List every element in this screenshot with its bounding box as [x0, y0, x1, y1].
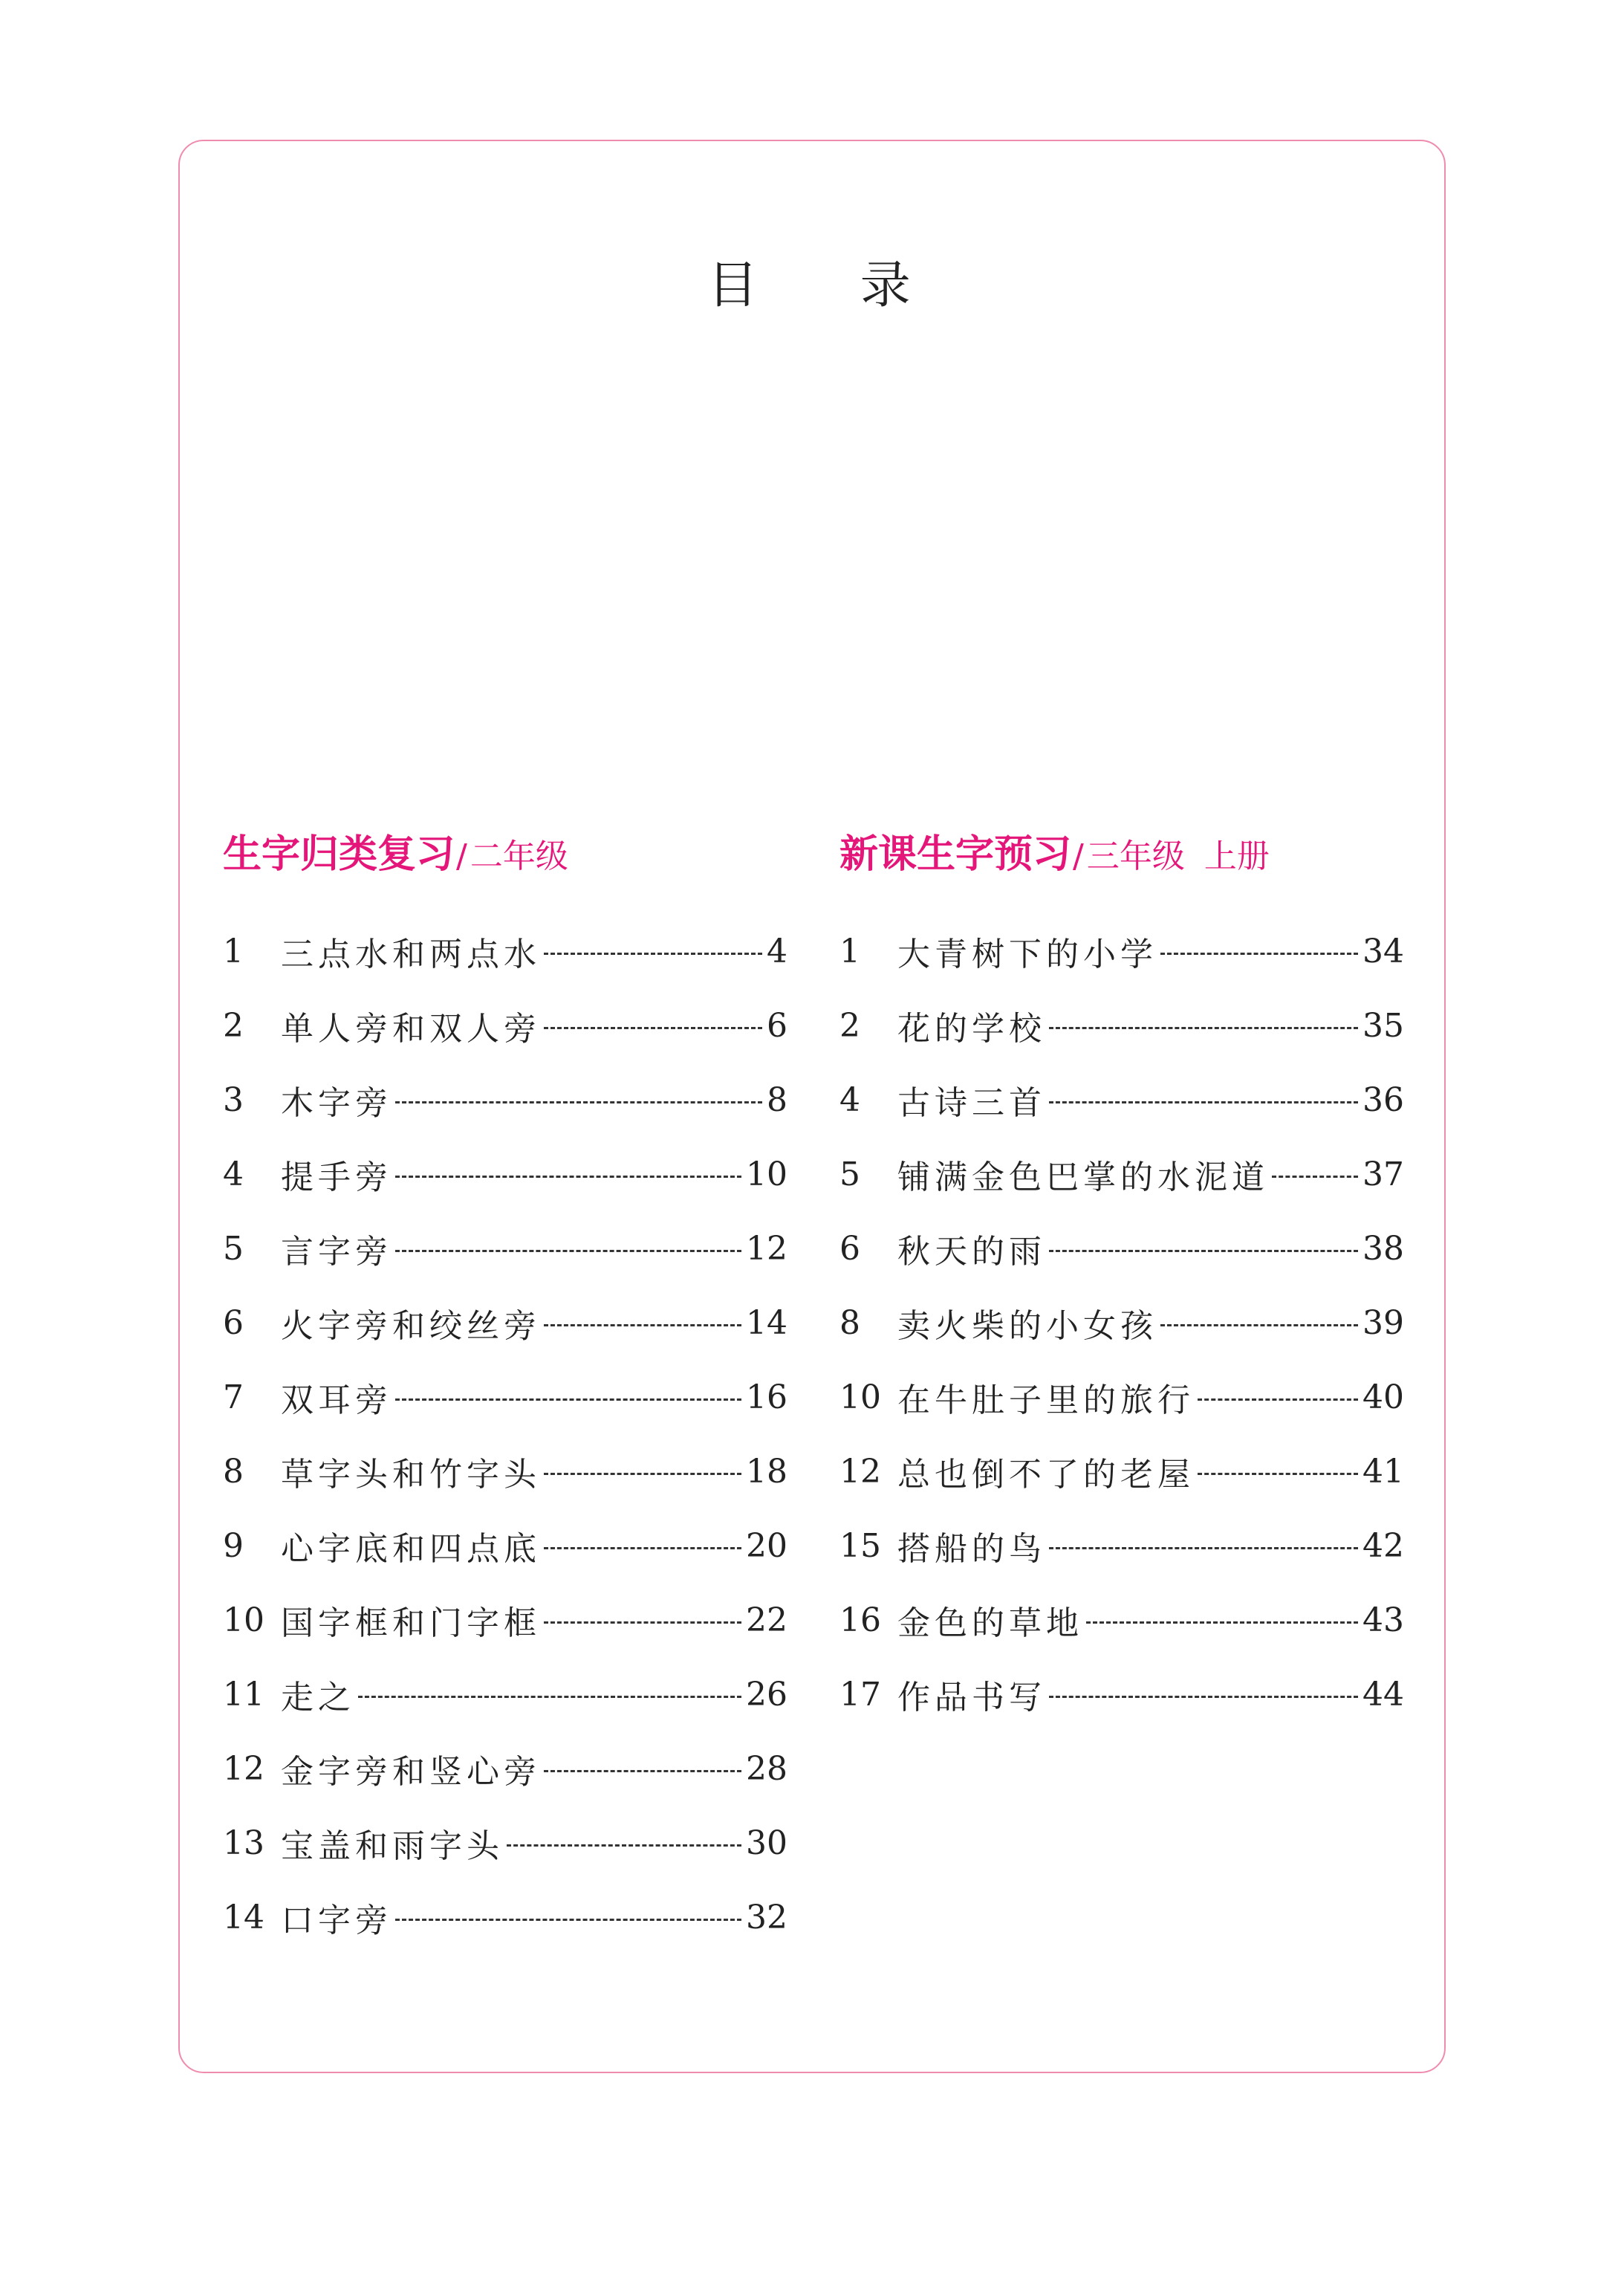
toc-leader-line [1049, 1101, 1358, 1103]
toc-entry-number: 13 [223, 1824, 264, 1862]
toc-leader-line [395, 1250, 741, 1252]
toc-entry-number: 8 [223, 1452, 244, 1491]
toc-leader-line [544, 1324, 741, 1326]
toc-entry-title: 古诗三首 [897, 1084, 1046, 1122]
toc-entry[interactable] [223, 988, 787, 1063]
toc-entry[interactable] [223, 914, 787, 988]
toc-entry-title: 言字旁 [281, 1233, 392, 1271]
toc-entry-number: 16 [839, 1601, 881, 1639]
toc-entry[interactable] [223, 1434, 787, 1508]
toc-entry[interactable] [223, 1137, 787, 1211]
section-heading-sub: 二年级 [470, 837, 568, 875]
toc-entry[interactable] [839, 1137, 1404, 1211]
section-heading-main: 生字归类复习 [223, 832, 455, 877]
toc-entry-title: 在牛肚子里的旅行 [897, 1381, 1195, 1419]
toc-entry[interactable] [839, 988, 1404, 1063]
section-heading [223, 817, 787, 892]
toc-entry-page: 34 [1362, 932, 1404, 970]
toc-entry[interactable] [839, 1286, 1404, 1360]
toc-entry-title: 秋天的雨 [897, 1233, 1046, 1271]
toc-entry[interactable] [223, 1063, 787, 1137]
toc-leader-line [1049, 1547, 1358, 1549]
toc-entry-title: 走之 [281, 1679, 355, 1717]
toc-entry[interactable] [839, 914, 1404, 988]
toc-entry-title: 提手旁 [281, 1158, 392, 1196]
toc-entry-page: 16 [746, 1378, 787, 1416]
toc-entry-title: 作品书写 [897, 1679, 1046, 1717]
toc-leader-line [544, 1770, 741, 1772]
toc-list [223, 914, 787, 1954]
toc-entry-number: 5 [839, 1155, 860, 1193]
toc-entry-title: 金色的草地 [897, 1604, 1083, 1642]
toc-entry-page: 14 [746, 1303, 787, 1342]
toc-entry[interactable] [839, 1063, 1404, 1137]
toc-entry[interactable] [223, 1806, 787, 1880]
toc-entry-title: 火字旁和绞丝旁 [281, 1307, 541, 1345]
toc-leader-line [544, 953, 762, 955]
toc-entry-number: 4 [223, 1155, 244, 1193]
toc-leader-line [1049, 1696, 1358, 1698]
toc-entry-title: 大青树下的小学 [897, 936, 1157, 973]
toc-entry-page: 26 [746, 1675, 787, 1714]
toc-entry[interactable] [223, 1657, 787, 1731]
toc-entry-number: 12 [223, 1749, 264, 1788]
toc-entry[interactable] [223, 1731, 787, 1806]
toc-entry-page: 4 [767, 932, 787, 970]
toc-entry-number: 12 [839, 1452, 881, 1491]
toc-entry-title: 总也倒不了的老屋 [897, 1456, 1195, 1494]
section-heading-sub: 三年级 上册 [1086, 837, 1270, 875]
toc-entry-page: 28 [746, 1749, 787, 1788]
toc-entry-number: 7 [223, 1378, 244, 1416]
toc-entry-title: 草字头和竹字头 [281, 1456, 541, 1494]
toc-entry-number: 6 [839, 1229, 860, 1268]
toc-entry-page: 8 [767, 1080, 787, 1119]
toc-entry-page: 38 [1362, 1229, 1404, 1268]
toc-entry-title: 口字旁 [281, 1902, 392, 1939]
toc-entry-page: 20 [746, 1526, 787, 1565]
toc-entry-page: 37 [1362, 1155, 1404, 1193]
toc-entry-page: 30 [746, 1824, 787, 1862]
toc-entry[interactable] [223, 1583, 787, 1657]
toc-entry-title: 花的学校 [897, 1010, 1046, 1048]
toc-leader-line [1272, 1176, 1358, 1178]
toc-entry-number: 6 [223, 1303, 244, 1342]
toc-entry-title: 金字旁和竖心旁 [281, 1753, 541, 1791]
toc-entry-title: 国字框和门字框 [281, 1604, 541, 1642]
toc-entry-page: 12 [746, 1229, 787, 1268]
toc-leader-line [395, 1176, 741, 1178]
toc-entry-title: 单人旁和双人旁 [281, 1010, 541, 1048]
toc-leader-line [1198, 1398, 1358, 1401]
section-heading [839, 817, 1404, 892]
section-heading-separator: / [456, 837, 467, 875]
page-title: 目 录 [707, 256, 954, 315]
toc-entry-title: 三点水和两点水 [281, 936, 541, 973]
toc-entry-title: 双耳旁 [281, 1381, 392, 1419]
toc-entry-page: 43 [1362, 1601, 1404, 1639]
toc-entry-number: 17 [839, 1675, 881, 1714]
toc-entry[interactable] [839, 1508, 1404, 1583]
toc-leader-line [1198, 1473, 1358, 1475]
toc-entry[interactable] [223, 1360, 787, 1434]
toc-leader-line [544, 1027, 762, 1029]
toc-entry-title: 心字底和四点底 [281, 1530, 541, 1568]
toc-entry-number: 9 [223, 1526, 244, 1565]
toc-entry[interactable] [223, 1286, 787, 1360]
toc-leader-line [1160, 953, 1358, 955]
toc-leader-line [395, 1398, 741, 1401]
toc-entry-title: 宝盖和雨字头 [281, 1827, 504, 1865]
toc-entry-number: 2 [223, 1006, 244, 1045]
toc-entry[interactable] [223, 1880, 787, 1954]
toc-entry-page: 18 [746, 1452, 787, 1491]
toc-entry-page: 32 [746, 1898, 787, 1936]
toc-leader-line [395, 1919, 741, 1921]
toc-leader-line [507, 1844, 741, 1847]
toc-entry[interactable] [223, 1508, 787, 1583]
section-heading-separator: / [1073, 837, 1084, 875]
toc-leader-line [1086, 1621, 1358, 1624]
toc-entry-title: 木字旁 [281, 1084, 392, 1122]
toc-leader-line [1160, 1324, 1358, 1326]
toc-entry-number: 11 [223, 1675, 264, 1714]
toc-entry-page: 41 [1362, 1452, 1404, 1491]
toc-leader-line [395, 1101, 762, 1103]
toc-leader-line [544, 1473, 741, 1475]
toc-entry[interactable] [223, 1211, 787, 1286]
toc-entry[interactable] [839, 1360, 1404, 1434]
toc-entry-page: 44 [1362, 1675, 1404, 1714]
section-character-review [223, 817, 787, 1954]
toc-leader-line [544, 1547, 741, 1549]
toc-entry-title: 卖火柴的小女孩 [897, 1307, 1157, 1345]
toc-leader-line [1049, 1027, 1358, 1029]
toc-entry-number: 3 [223, 1080, 244, 1119]
toc-leader-line [358, 1696, 741, 1698]
toc-entry[interactable] [839, 1434, 1404, 1508]
toc-entry[interactable] [839, 1583, 1404, 1657]
toc-list [839, 914, 1404, 1731]
toc-entry-page: 35 [1362, 1006, 1404, 1045]
toc-entry-number: 8 [839, 1303, 860, 1342]
toc-entry-page: 40 [1362, 1378, 1404, 1416]
toc-entry-page: 39 [1362, 1303, 1404, 1342]
toc-entry-number: 1 [223, 932, 244, 970]
section-heading-main: 新课生字预习 [839, 832, 1072, 877]
toc-entry-page: 22 [746, 1601, 787, 1639]
toc-entry-number: 10 [839, 1378, 881, 1416]
toc-entry-page: 6 [767, 1006, 787, 1045]
toc-leader-line [544, 1621, 741, 1624]
toc-entry-number: 15 [839, 1526, 881, 1565]
toc-entry[interactable] [839, 1657, 1404, 1731]
toc-entry-number: 14 [223, 1898, 264, 1936]
toc-entry-number: 5 [223, 1229, 244, 1268]
toc-entry-title: 搭船的鸟 [897, 1530, 1046, 1568]
toc-entry-number: 10 [223, 1601, 264, 1639]
toc-entry-title: 铺满金色巴掌的水泥道 [897, 1158, 1269, 1196]
toc-entry-number: 1 [839, 932, 860, 970]
toc-entry-number: 4 [839, 1080, 860, 1119]
toc-entry-page: 42 [1362, 1526, 1404, 1565]
toc-entry-number: 2 [839, 1006, 860, 1045]
toc-leader-line [1049, 1250, 1358, 1252]
toc-entry-page: 10 [746, 1155, 787, 1193]
section-new-lesson-preview [839, 817, 1404, 1731]
toc-entry-page: 36 [1362, 1080, 1404, 1119]
toc-entry[interactable] [839, 1211, 1404, 1286]
